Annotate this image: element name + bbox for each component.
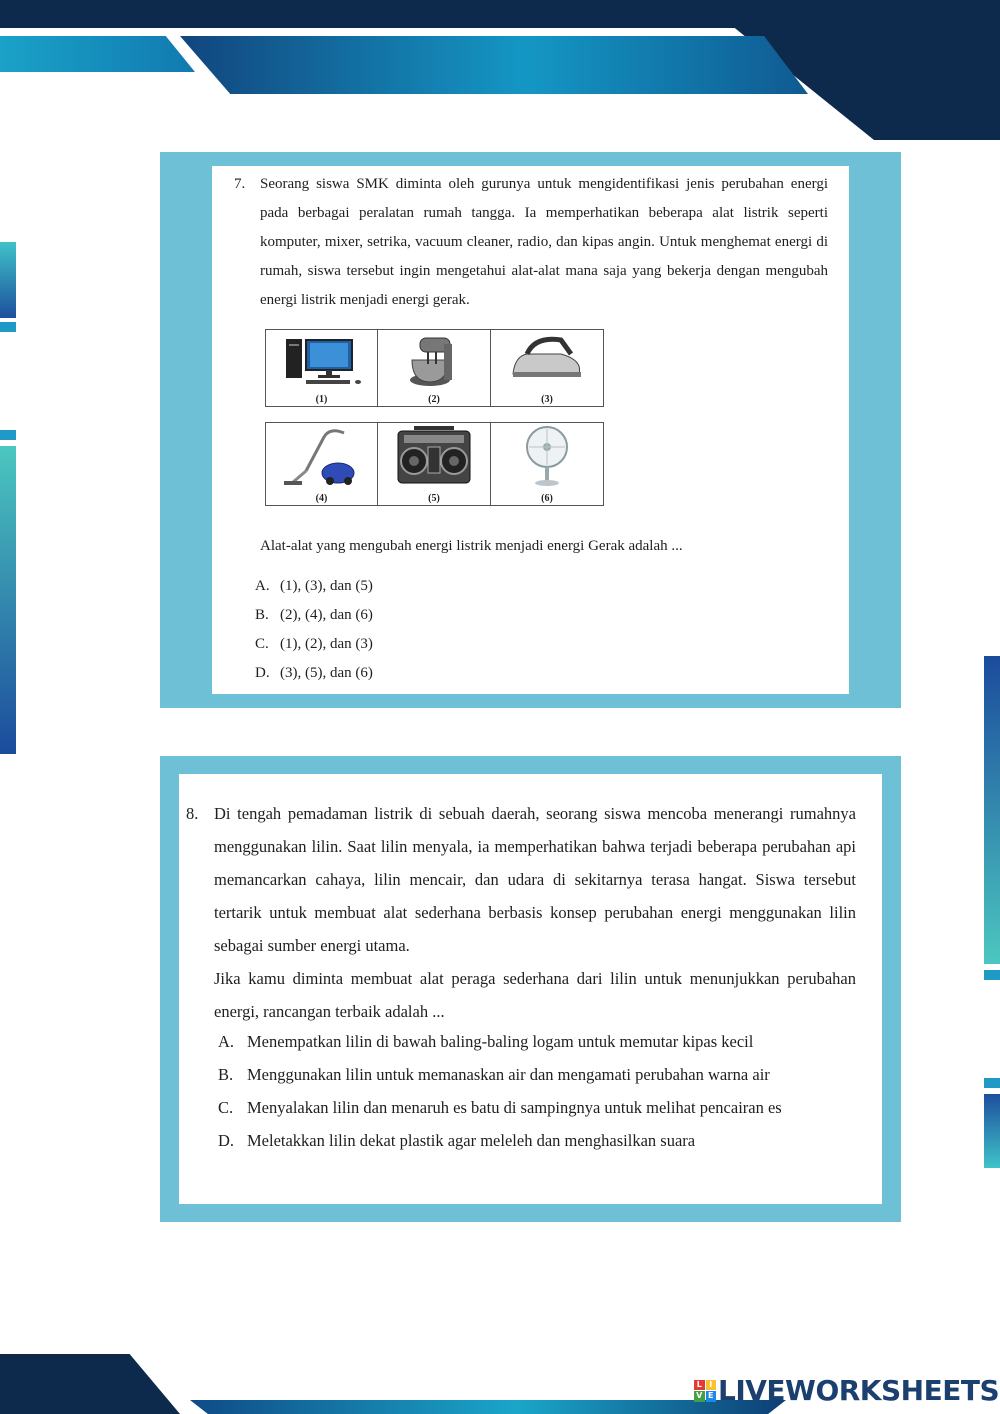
- question-8-prompt: Jika kamu diminta membuat alat peraga sederhana dari lilin untuk menunjukkan perubahan energi, rancangan terbaik adalah ...: [214, 969, 856, 1021]
- option-text: Meletakkan lilin dekat plastik agar meleleh dan menghasilkan suara: [247, 1131, 696, 1150]
- option-letter: C.: [255, 636, 269, 652]
- image-cell-2: [378, 329, 491, 407]
- image-grid-row-1: [265, 329, 604, 407]
- option-letter: D.: [255, 665, 270, 681]
- logo-badge-letter: L: [694, 1380, 705, 1391]
- option-c[interactable]: [255, 630, 373, 659]
- image-label: (6): [541, 493, 553, 504]
- option-letter: D.: [218, 1131, 235, 1150]
- computer-icon: [266, 330, 378, 396]
- image-cell-3: [491, 329, 604, 407]
- image-cell-5: [378, 422, 491, 506]
- radio-icon: [378, 423, 490, 493]
- option-letter: C.: [218, 1098, 234, 1117]
- side-accent: [984, 1078, 1000, 1088]
- header-stripe-left: [0, 36, 195, 72]
- logo-text: LIVEWORKSHEETS: [718, 1374, 1000, 1407]
- vacuum-cleaner-icon: [266, 423, 378, 493]
- side-accent: [984, 1094, 1000, 1168]
- option-a[interactable]: [218, 1025, 856, 1058]
- option-letter: B.: [255, 607, 269, 623]
- liveworksheets-logo[interactable]: [694, 1374, 999, 1407]
- image-label: (2): [428, 394, 440, 405]
- option-text: (1), (2), dan (3): [280, 636, 373, 652]
- option-letter: A.: [218, 1032, 235, 1051]
- side-accent: [984, 970, 1000, 980]
- question-8-options: [218, 1025, 856, 1157]
- option-text: Menyalakan lilin dan menaruh es batu di sampingnya untuk melihat pencairan es: [247, 1098, 782, 1117]
- side-accent: [0, 242, 16, 318]
- image-cell-1: [265, 329, 378, 407]
- question-8-body: [214, 797, 856, 1028]
- option-d[interactable]: [255, 659, 373, 688]
- logo-badge-letter: V: [694, 1391, 705, 1402]
- header-stripe-main: [180, 36, 808, 94]
- question-number: 8.: [186, 804, 199, 823]
- side-accent: [0, 322, 16, 332]
- question-8-text: Di tengah pemadaman listrik di sebuah daerah, seorang siswa mencoba menerangi rumahnya menggunakan lilin. Saat lilin menyala, ia memperhatikan bahwa terjadi beberapa perubahan api memancarkan cahaya, lilin mencair, dan udara di sekitarnya terasa hangat. Siswa tersebut tertarik untuk membuat alat sederhana berbasis konsep perubahan energi menggunakan lilin sebagai sumber energi utama.: [214, 804, 856, 955]
- image-grid-row-2: [265, 422, 604, 506]
- image-label: (4): [315, 493, 328, 504]
- image-label: (5): [428, 493, 440, 504]
- option-a[interactable]: [255, 572, 373, 601]
- option-text: (1), (3), dan (5): [280, 578, 373, 594]
- logo-badge-letter: E: [706, 1391, 717, 1402]
- image-label: (1): [315, 394, 328, 405]
- iron-icon: [491, 330, 603, 396]
- option-letter: B.: [218, 1065, 234, 1084]
- option-text: Menempatkan lilin di bawah baling-baling logam untuk memutar kipas kecil: [247, 1032, 754, 1051]
- question-7-prompt: Alat-alat yang mengubah energi listrik menjadi energi Gerak adalah ...: [260, 538, 683, 554]
- image-cell-4: [265, 422, 378, 506]
- logo-badge-letter: I: [706, 1380, 717, 1391]
- option-text: Menggunakan lilin untuk memanaskan air dan mengamati perubahan warna air: [247, 1065, 770, 1084]
- side-accent: [0, 446, 16, 754]
- option-letter: A.: [255, 578, 270, 594]
- logo-badge-icon: [694, 1380, 716, 1402]
- side-accent: [984, 656, 1000, 964]
- question-7-text: Seorang siswa SMK diminta oleh gurunya untuk mengidentifikasi jenis perubahan energi pada berbagai peralatan rumah tangga. Ia memperhatikan beberapa alat listrik seperti komputer, mixer, setrika, vacuum cleaner, radio, dan kipas angin. Untuk menghemat energi di rumah, siswa tersebut ingin mengetahui alat-alat mana saja yang bekerja dengan mengubah energi listrik menjadi energi gerak.: [260, 176, 828, 308]
- mixer-icon: [378, 330, 490, 396]
- question-number: 7.: [234, 176, 246, 192]
- fan-icon: [491, 423, 603, 493]
- side-accent: [0, 430, 16, 440]
- option-d[interactable]: [218, 1124, 856, 1157]
- option-text: (3), (5), dan (6): [280, 665, 373, 681]
- option-b[interactable]: [255, 601, 373, 630]
- image-label: (3): [541, 394, 553, 405]
- footer-corner: [0, 1354, 180, 1414]
- option-c[interactable]: [218, 1091, 856, 1124]
- image-cell-6: [491, 422, 604, 506]
- option-b[interactable]: [218, 1058, 856, 1091]
- option-text: (2), (4), dan (6): [280, 607, 373, 623]
